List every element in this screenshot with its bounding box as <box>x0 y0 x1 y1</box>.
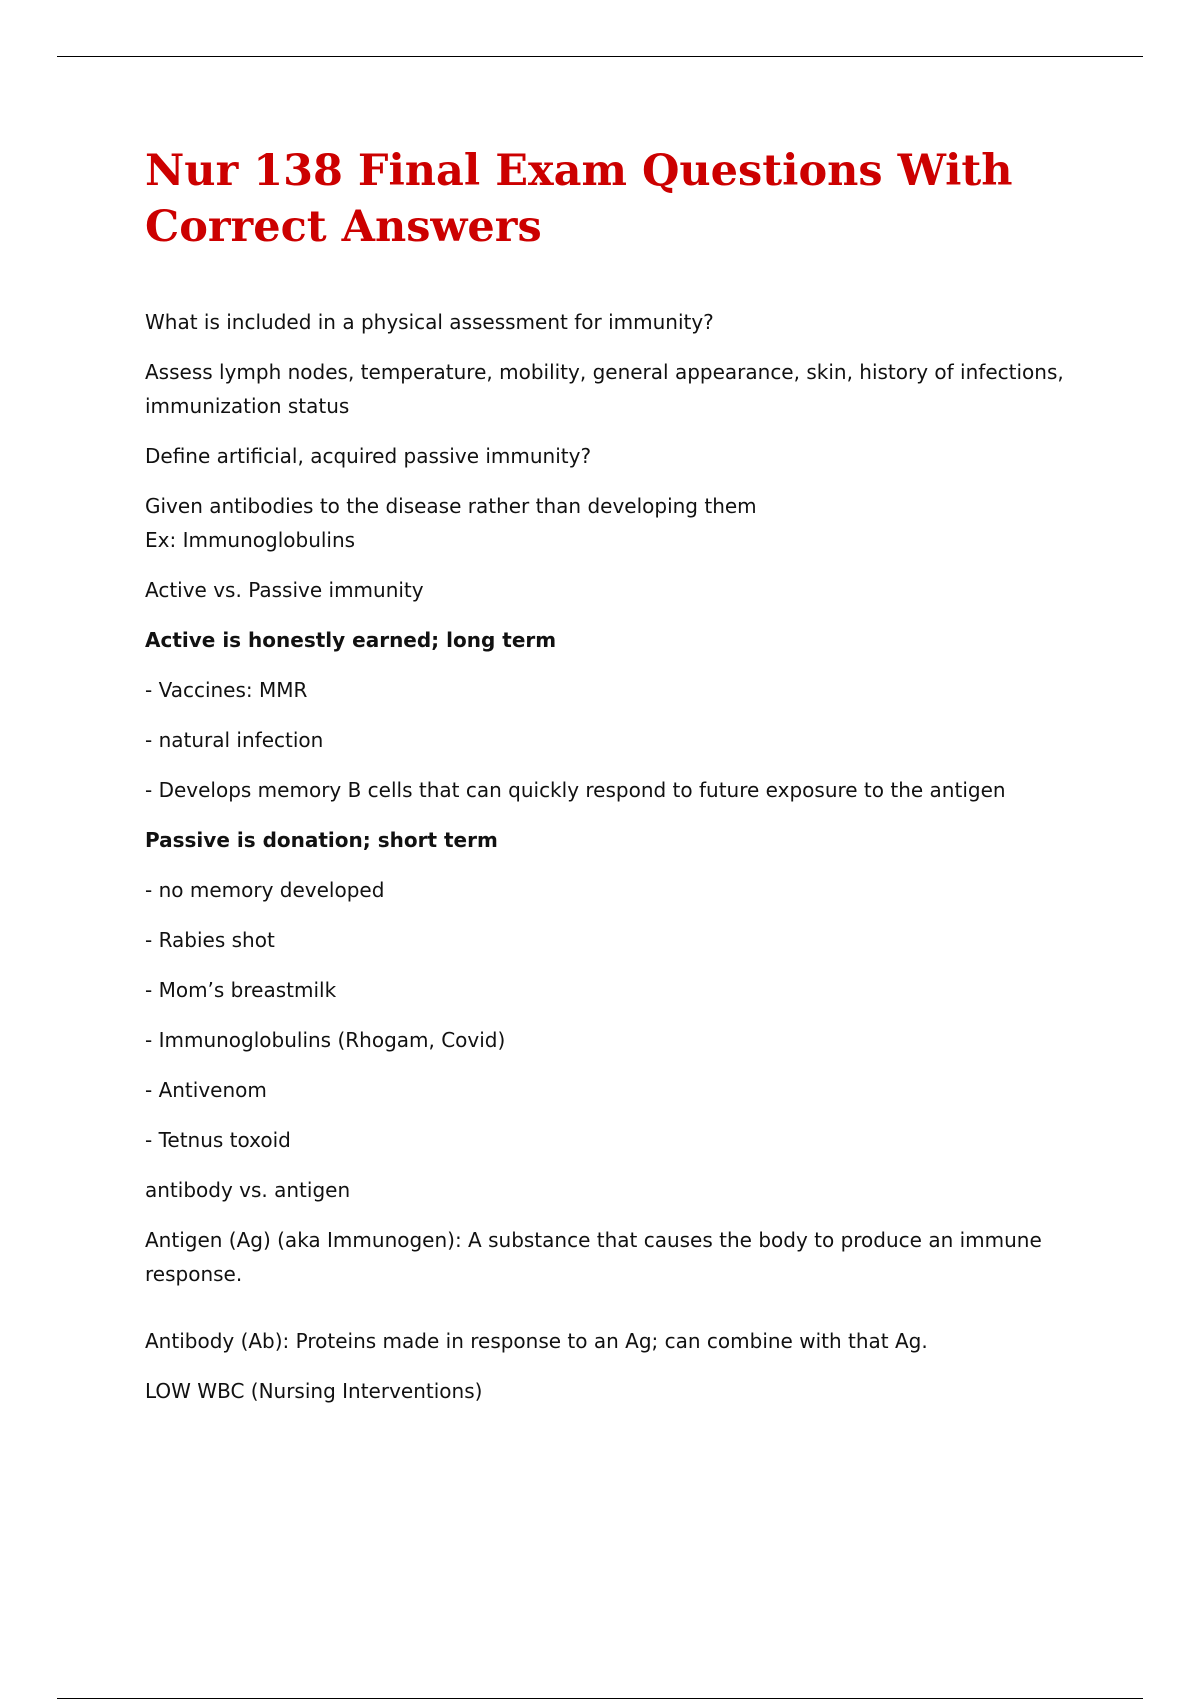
list-item: - Mom’s breastmilk <box>145 978 337 1002</box>
answer-physical-assessment: Assess lymph nodes, temperature, mobility, general appearance, skin, history of infections, immunization status <box>145 360 1064 418</box>
footer-rule <box>57 1698 1143 1699</box>
document-body <box>145 143 1075 1408</box>
question-antibody-vs-antigen: antibody vs. antigen <box>145 1178 351 1202</box>
list-item: - Rabies shot <box>145 928 275 952</box>
header-rule <box>57 56 1143 57</box>
question-low-wbc: LOW WBC (Nursing Interventions) <box>145 1379 483 1403</box>
list-item: - Vaccines: MMR <box>145 678 308 702</box>
document-title: Nur 138 Final Exam Questions With Correct Answers <box>145 146 1013 252</box>
antibody-definition: Antibody (Ab): Proteins made in response to an Ag; can combine with that Ag. <box>145 1329 928 1353</box>
list-item: - no memory developed <box>145 878 385 902</box>
list-item: - Develops memory B cells that can quickly respond to future exposure to the antigen <box>145 778 1006 802</box>
passive-immunity-heading: Passive is donation; short term <box>145 828 498 852</box>
list-item: - Antivenom <box>145 1078 267 1102</box>
answer-passive-immunity: Given antibodies to the disease rather than developing them Ex: Immunoglobulins <box>145 494 757 552</box>
antigen-definition: Antigen (Ag) (aka Immunogen): A substance that causes the body to produce an immune response. <box>145 1228 1042 1286</box>
question-physical-assessment: What is included in a physical assessment for immunity? <box>145 310 714 334</box>
list-item: - Tetnus toxoid <box>145 1128 291 1152</box>
list-item: - Immunoglobulins (Rhogam, Covid) <box>145 1028 506 1052</box>
question-passive-immunity: Define artificial, acquired passive immunity? <box>145 444 592 468</box>
active-immunity-heading: Active is honestly earned; long term <box>145 628 557 652</box>
list-item: - natural infection <box>145 728 324 752</box>
question-active-vs-passive: Active vs. Passive immunity <box>145 578 424 602</box>
